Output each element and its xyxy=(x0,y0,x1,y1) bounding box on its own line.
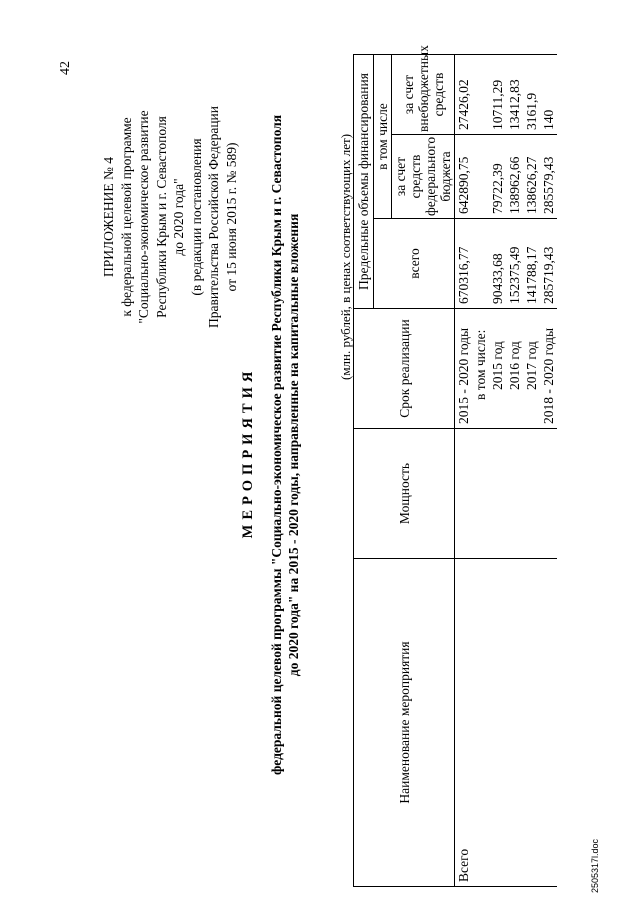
cell-federal: 642890,75 xyxy=(455,135,473,219)
cell-federal xyxy=(472,135,489,219)
cell-name xyxy=(506,559,523,887)
cell-term: 2016 год xyxy=(506,309,523,429)
appendix-block xyxy=(100,7,240,427)
cell-name xyxy=(523,559,540,887)
header-limits: Предельные объемы финансирования xyxy=(354,55,374,309)
cell-term: в том числе: xyxy=(472,309,489,429)
header-including: в том числе xyxy=(374,55,392,219)
cell-capacity xyxy=(455,429,473,559)
units-note: (млн. рублей, в ценах соответствующих лет) xyxy=(338,133,353,380)
cell-capacity xyxy=(489,429,506,559)
appendix-line: Правительства Российской Федерации xyxy=(206,106,221,328)
appendix-line: Республики Крым и г. Севастополя xyxy=(153,116,169,318)
cell-term: 2015 год xyxy=(489,309,506,429)
cell-total: 285719,43 xyxy=(540,219,557,309)
cell-capacity xyxy=(523,429,540,559)
header-federal: за счет средств федерального бюджета xyxy=(392,135,455,219)
table-row xyxy=(523,55,540,887)
appendix-line: к федеральной целевой программе xyxy=(118,117,134,317)
cell-total: 670316,77 xyxy=(455,219,473,309)
appendix-line: до 2020 года" xyxy=(171,178,186,256)
header-name: Наименование мероприятия xyxy=(354,559,455,887)
document-title: МЕРОПРИЯТИЯ xyxy=(240,366,256,539)
appendix-line: ПРИЛОЖЕНИЕ № 4 xyxy=(101,156,116,278)
cell-name xyxy=(489,559,506,887)
table-row xyxy=(455,55,473,887)
header-term: Срок реализации xyxy=(354,309,455,429)
cell-extra: 140 xyxy=(540,55,557,135)
cell-federal: 138962,66 xyxy=(506,135,523,219)
cell-extra: 27426,02 xyxy=(455,55,473,135)
page-number: 42 xyxy=(58,61,73,75)
cell-term: 2018 - 2020 годы xyxy=(540,309,557,429)
cell-name xyxy=(540,559,557,887)
cell-federal: 138626,27 xyxy=(523,135,540,219)
cell-total: 152375,49 xyxy=(506,219,523,309)
cell-total: 90433,68 xyxy=(489,219,506,309)
cell-capacity xyxy=(506,429,523,559)
header-capacity: Мощность xyxy=(354,429,455,559)
header-total: всего xyxy=(374,219,455,309)
header-extra: за счет внебюджетных средств xyxy=(392,55,455,135)
cell-capacity xyxy=(472,429,489,559)
cell-term: 2015 - 2020 годы xyxy=(455,309,473,429)
cell-extra xyxy=(472,55,489,135)
cell-capacity xyxy=(540,429,557,559)
measures-table xyxy=(353,45,557,887)
cell-federal: 285579,43 xyxy=(540,135,557,219)
table-row xyxy=(489,55,506,887)
cell-term: 2017 год xyxy=(523,309,540,429)
document-code: 2505317l.doc xyxy=(590,838,600,893)
table-row xyxy=(540,55,557,887)
cell-federal: 79722,39 xyxy=(489,135,506,219)
appendix-line: (в редакции постановления xyxy=(188,138,204,296)
cell-extra: 13412,83 xyxy=(506,55,523,135)
cell-total: 141788,17 xyxy=(523,219,540,309)
subtitle-line: федеральной целевой программы "Социально-экономическое развитие Республики Крым и г. Севастополя xyxy=(269,114,284,776)
table-row xyxy=(506,55,523,887)
cell-name: Всего xyxy=(455,559,473,887)
table-row xyxy=(472,55,489,887)
appendix-line: от 15 июня 2015 г. № 589) xyxy=(223,142,239,292)
cell-total xyxy=(472,219,489,309)
cell-name xyxy=(472,559,489,887)
subtitle-line: до 2020 года" на 2015 - 2020 годы, направленные на капитальные вложения xyxy=(286,213,301,677)
appendix-line: "Социально-экономическое развитие xyxy=(136,110,151,324)
cell-extra: 10711,29 xyxy=(489,55,506,135)
cell-extra: 3161,9 xyxy=(523,55,540,135)
document-subtitle xyxy=(268,75,302,815)
